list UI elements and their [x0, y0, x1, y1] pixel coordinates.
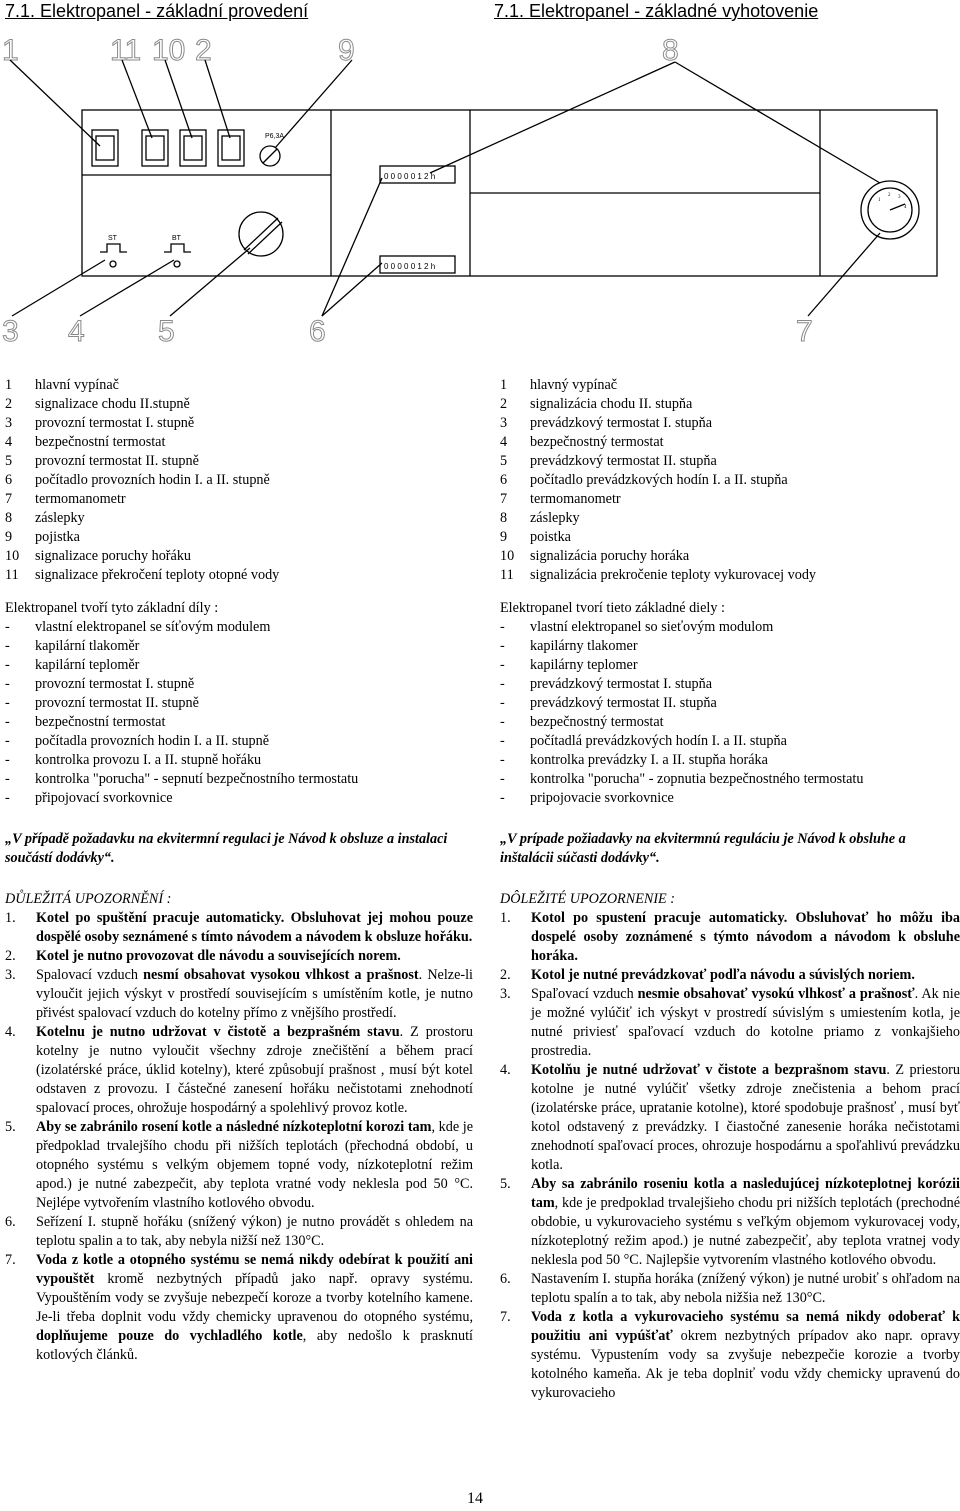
warning-number: 6. [5, 1214, 16, 1230]
warning-number: 7. [5, 1252, 16, 1268]
section-title-cz: 7.1. Elektropanel - základní provedení [5, 1, 309, 21]
warning-item [500, 909, 960, 966]
svg-text:0 0 0 0 0 1 2 h: 0 0 0 0 0 1 2 h [384, 262, 436, 271]
warning-number: 5. [5, 1119, 16, 1135]
warning-text: Voda z kotla a vykurovacieho systému sa nemá nikdy odoberať k použitiu ani vypúšťať okrem nezbytných prípadov ako napr. opravy systému. Vypustením vody sa zvyšuje nebezpečie korozie a tvorby kotolného kameňa. Ak je teba doplniť vodu vždy chemicky upravenú do vykurovacieho [531, 1309, 960, 1401]
list-item: - bezpečnostný termostat [500, 714, 664, 730]
page-number: 14 [467, 1490, 483, 1507]
warning-number: 3. [5, 967, 16, 983]
list-item: - provozní termostat II. stupně [5, 695, 199, 711]
list-item: 10 signalizace poruchy hořáku [5, 548, 192, 564]
list-item: 5 provozní termostat II. stupně [5, 453, 199, 469]
warning-text: Kotol po spustení pracuje automaticky. Obsluhovať ho môžu iba dospelé osoby zoznámené s týmto návodom a návodom k obsluhe horáka. [531, 910, 960, 964]
list-item: 3 prevádzkový termostat I. stupňa [500, 415, 713, 431]
list-item: 11 signalizace překročení teploty otopné vody [5, 567, 280, 583]
st-symbol [100, 244, 127, 252]
warning-text: Nastavením I. stupňa horáka (znížený výkon) je nutné urobiť s ohľadom na teplotu spalín a to tak, aby nebola nižšia než 130°C. [531, 1271, 960, 1306]
callout-10: 10 [152, 34, 186, 67]
warning-text: Aby se zabránilo rosení kotle a následné nízkoteplotní korozi tam, kde je předpoklad trvalejšího chodu při nižších teplotách (přechodná období, u otopného systému s velkým objemem topné vody, nízkoteplotní režim apod.) je nutné zabezpečit, aby teplota vratné vody neklesla pod 50 °C. Nejlépe vytvořením vlastního kotlového obvodu. [36, 1119, 473, 1211]
svg-text:4: 4 [904, 205, 907, 210]
fuse-label: P6,3A [265, 133, 285, 140]
warning-item [500, 966, 960, 985]
list-item: - kontrolka prevádzky I. a II. stupňa horáka [500, 752, 768, 768]
svg-text:0 0 0 0 0 1 2 h: 0 0 0 0 0 1 2 h [384, 172, 436, 181]
callout-7: 7 [796, 315, 813, 348]
warnings-list-sk [500, 909, 960, 1403]
parts-list-sk [500, 376, 960, 585]
warning-text: Kotel po spuštění pracuje automaticky. Obsluhovat jej mohou pouze dospělé osoby seznámené s tímto návodem a návodem k obsluze hořáku. [36, 910, 473, 945]
warning-item [5, 1251, 473, 1365]
list-item: - kapilární tlakoměr [5, 638, 140, 654]
list-item: 1 hlavný vypínač [500, 377, 618, 393]
electropanel-diagram [0, 28, 960, 368]
warning-text: Kotolňu je nutné udržovať v čistote a bezprašnom stavu. Z priestoru kotolne je nutné vylúčiť všetky zdroje znečistenia a behom prací (izolatérske práce, upratanie kotolne), ktoré spodobuje prašnosť , musí byť kotol odstavený z prevádzky. I čiastočné zanesenie horáka nečistotami znehodnotí spaľovací proces, ohrozuje hospodárnu a spoľahlivú prevádzku kotla. [531, 1062, 960, 1173]
list-item: - počítadlá prevádzkových hodín I. a II. stupňa [500, 733, 787, 749]
callout-5: 5 [158, 315, 175, 348]
section-title-sk: 7.1. Elektropanel - základné vyhotovenie [494, 1, 819, 21]
st-label: ST [108, 235, 117, 242]
warning-item [500, 985, 960, 1061]
warning-number: 4. [500, 1062, 511, 1078]
list-item: - provozní termostat I. stupně [5, 676, 195, 692]
warning-text: Seřízení I. stupně hořáku (snížený výkon) je nutno provádět s ohledem na teplotu spalin a to tak, aby nebyla nižší než 130°C. [36, 1214, 473, 1249]
list-item: - kapilárny teplomer [500, 657, 638, 673]
warning-number: 6. [500, 1271, 511, 1287]
warnings-heading-sk: DÔLEŽITÉ UPOZORNENIE : [500, 891, 675, 907]
list-item: 4 bezpečnostní termostat [5, 434, 166, 450]
components-list-sk [500, 618, 960, 808]
callout-6: 6 [309, 315, 326, 348]
warning-item [5, 1213, 473, 1251]
list-item: 11 signalizácia prekročenie teploty vykurovacej vody [500, 567, 817, 583]
list-item: - kontrolka provozu I. a II. stupně hořáku [5, 752, 262, 768]
callout-2: 2 [195, 34, 212, 67]
list-item: - kapilárny tlakomer [500, 638, 638, 654]
list-item: 9 poistka [500, 529, 571, 545]
warning-text: Kotelnu je nutno udržovat v čistotě a bezprašném stavu. Z prostoru kotelny je nutno vyloučit všechny zdroje znečištění a během prací (izolatérské práce, úklid kotelny), které způsobují prašnost , musí být kotel odstaven z provozu. I částečné zanesení hořáku nečistotami znehodnotí spalovací proces, ohrožuje hospodárný a spolehlivý provoz kotle. [36, 1024, 473, 1116]
column-sk [500, 376, 960, 1403]
warning-item [5, 1118, 473, 1213]
warnings-heading-cz: DŮLEŽITÁ UPOZORNĚNÍ : [5, 891, 172, 907]
callout-3: 3 [2, 315, 19, 348]
warning-item [500, 1308, 960, 1403]
warning-item [500, 1175, 960, 1270]
warning-item [500, 1061, 960, 1175]
list-item: - kontrolka "porucha" - sepnutí bezpečnostního termostatu [5, 771, 359, 787]
warning-number: 3. [500, 986, 511, 1002]
list-item: 2 signalizácia chodu II. stupňa [500, 396, 693, 412]
warning-number: 1. [500, 910, 511, 926]
list-item: 5 prevádzkový termostat II. stupňa [500, 453, 717, 469]
warning-item [5, 1023, 473, 1118]
warning-number: 1. [5, 910, 16, 926]
list-item: - připojovací svorkovnice [5, 790, 173, 806]
list-item: - kapilární teploměr [5, 657, 140, 673]
list-item: 9 pojistka [5, 529, 80, 545]
warning-number: 5. [500, 1176, 511, 1192]
warning-number: 4. [5, 1024, 16, 1040]
bt-label: BT [172, 235, 181, 242]
callout-8: 8 [662, 34, 679, 67]
bt-symbol [164, 244, 191, 252]
list-item: 7 termomanometr [500, 491, 621, 507]
list-item: - prevádzkový termostat I. stupňa [500, 676, 713, 692]
list-item: - počítadla provozních hodin I. a II. stupně [5, 733, 270, 749]
list-item: - prevádzkový termostat II. stupňa [500, 695, 717, 711]
warning-item [5, 966, 473, 1023]
list-item: 6 počítadlo prevádzkových hodín I. a II. stupňa [500, 472, 788, 488]
list-item: - vlastní elektropanel se síťovým modulem [5, 619, 271, 635]
callout-9: 9 [338, 34, 355, 67]
list-item: 2 signalizace chodu II.stupně [5, 396, 190, 412]
svg-text:1: 1 [878, 198, 881, 203]
ekviterm-note-sk: „V prípade požiadavky na ekvitermnú reguláciu je Návod k obsluhe a inštalácii súčasti dodávky“. [500, 831, 906, 866]
list-item: - pripojovacie svorkovnice [500, 790, 674, 806]
warning-text: Kotel je nutno provozovat dle návodu a souvisejících norem. [36, 948, 401, 964]
list-item: 3 provozní termostat I. stupně [5, 415, 195, 431]
warning-item [5, 909, 473, 947]
svg-text:3: 3 [898, 195, 901, 200]
callout-4: 4 [68, 315, 85, 348]
warning-number: 2. [5, 948, 16, 964]
ekviterm-note-cz: „V případě požadavku na ekvitermní regulaci je Návod k obsluze a instalaci součástí dodávky“. [5, 831, 448, 866]
list-item: - kontrolka "porucha" - zopnutia bezpečnostného termostatu [500, 771, 864, 787]
warning-item [500, 1270, 960, 1308]
callout-11: 11 [110, 34, 142, 67]
list-item: 8 záslepky [5, 510, 85, 526]
warning-text: Spaľovací vzduch nesmie obsahovať vysokú vlhkosť a prašnosť. Ak nie je možné vylúčiť ich výskyt v prostredí súvislým s umiestením kotla, je nutné priviesť spaľovací vzduch do kotolne priamo z vonkajšieho prostredia. [531, 986, 960, 1059]
parts-list-cz [5, 376, 473, 585]
components-list-cz [5, 618, 473, 808]
warning-number: 7. [500, 1309, 511, 1325]
list-item: 10 signalizácia poruchy horáka [500, 548, 690, 564]
components-intro-sk: Elektropanel tvorí tieto základné diely : [500, 600, 725, 616]
svg-text:2: 2 [888, 193, 891, 198]
list-item: 8 záslepky [500, 510, 580, 526]
warning-text: Voda z kotle a otopného systému se nemá nikdy odebírat k použití ani vypouštět kromě nezbytných případů jako např. opravy systému. Vypouštěním vody se zvyšuje nebezpečí koroze a tvorby kotelního kamene. Je-li třeba doplnit vodu vždy chemicky upravenou do otopného systému, doplňujeme pouze do vychladlého kotle, aby nedošlo k prasknutí kotlových článků. [36, 1252, 473, 1363]
warning-text: Kotol je nutné prevádzkovať podľa návodu a súvislých noriem. [531, 967, 915, 983]
list-item: 7 termomanometr [5, 491, 126, 507]
callout-1: 1 [2, 34, 19, 67]
warning-number: 2. [500, 967, 511, 983]
components-intro-cz: Elektropanel tvoří tyto základní díly : [5, 600, 219, 616]
list-item: 4 bezpečnostný termostat [500, 434, 664, 450]
column-cz [5, 376, 473, 1365]
warning-text: Aby sa zabránilo roseniu kotla a nasledujúcej nízkoteplotnej korózii tam, kde je predpoklad trvalejšieho chodu pri nižších teplotách (prechodné obdobie, u vykurovacieho systému s veľkým objemom vykurovacej vody, nízkoteplotný režim apod.) je nutné zabezpečiť, aby teplota vratnej vody neklesla pod 50 °C. Najlepšie vytvorením vlastného kotlového obvodu. [531, 1176, 960, 1268]
warning-item [5, 947, 473, 966]
list-item: 1 hlavní vypínač [5, 377, 119, 393]
list-item: - bezpečnostní termostat [5, 714, 166, 730]
warnings-list-cz [5, 909, 473, 1365]
list-item: - vlastní elektropanel so sieťovým modulom [500, 619, 774, 635]
warning-text: Spalovací vzduch nesmí obsahovat vysokou vlhkost a prašnost. Nelze-li vyloučit jejich výskyt v prostředí souvisejícím s umístěním kotle, je nutno přivést spalovací vzduch do kotelny přímo z vnějšího prostředí. [36, 967, 474, 1021]
list-item: 6 počítadlo provozních hodin I. a II. stupně [5, 472, 270, 488]
